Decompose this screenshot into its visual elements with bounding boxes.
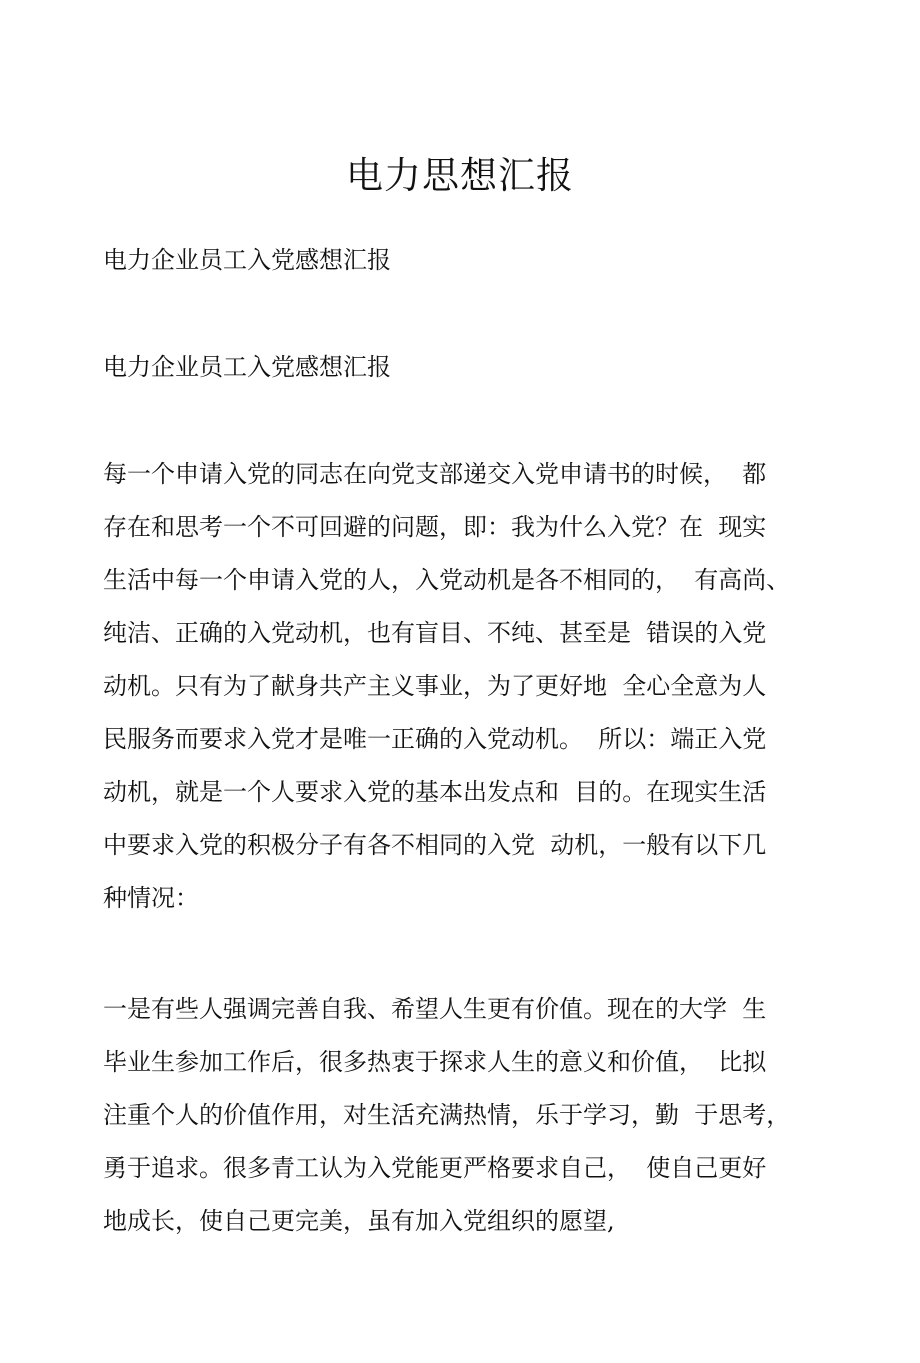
paragraph-motivation: [103, 448, 843, 925]
paragraph-line: 生活中每一个申请入党的人，入党动机是各不相同的， 有高尚、: [103, 566, 791, 594]
paragraph-line: 中要求入党的积极分子有各不相同的入党 动机，一般有以下几: [103, 831, 767, 859]
paragraph-line: 毕业生参加工作后，很多热衷于探求人生的意义和价值， 比拟: [103, 1048, 767, 1076]
paragraph-line: 地成长，使自己更完美，虽有加入党组织的愿望,: [103, 1207, 615, 1235]
paragraph-line: 勇于追求。很多青工认为入党能更严格要求自己， 使自己更好: [103, 1154, 767, 1182]
paragraph-line: 纯洁、正确的入党动机，也有盲目、不纯、甚至是 错误的入党: [103, 619, 767, 647]
paragraph-line: 注重个人的价值作用，对生活充满热情，乐于学习，勤 于思考，: [103, 1101, 791, 1129]
paragraph-line: 种情况：: [103, 884, 199, 912]
paragraph-line: 民服务而要求入党才是唯一正确的入党动机。 所以：端正入党: [103, 725, 767, 753]
paragraph-first-case: [103, 983, 843, 1248]
paragraph-line: 动机，就是一个人要求入党的基本出发点和 目的。在现实生活: [103, 778, 767, 806]
subtitle-first: 电力企业员工入党感想汇报: [103, 246, 391, 274]
paragraph-line: 每一个申请入党的同志在向党支部递交入党申请书的时候， 都: [103, 460, 767, 488]
paragraph-line: 动机。只有为了献身共产主义事业，为了更好地 全心全意为人: [103, 672, 767, 700]
paragraph-line: 一是有些人强调完善自我、希望人生更有价值。现在的大学 生: [103, 995, 767, 1023]
paragraph-line: 存在和思考一个不可回避的问题，即：我为什么入党？在 现实: [103, 513, 767, 541]
subtitle-second: 电力企业员工入党感想汇报: [103, 353, 391, 381]
document-title: 电力思想汇报: [346, 154, 574, 197]
